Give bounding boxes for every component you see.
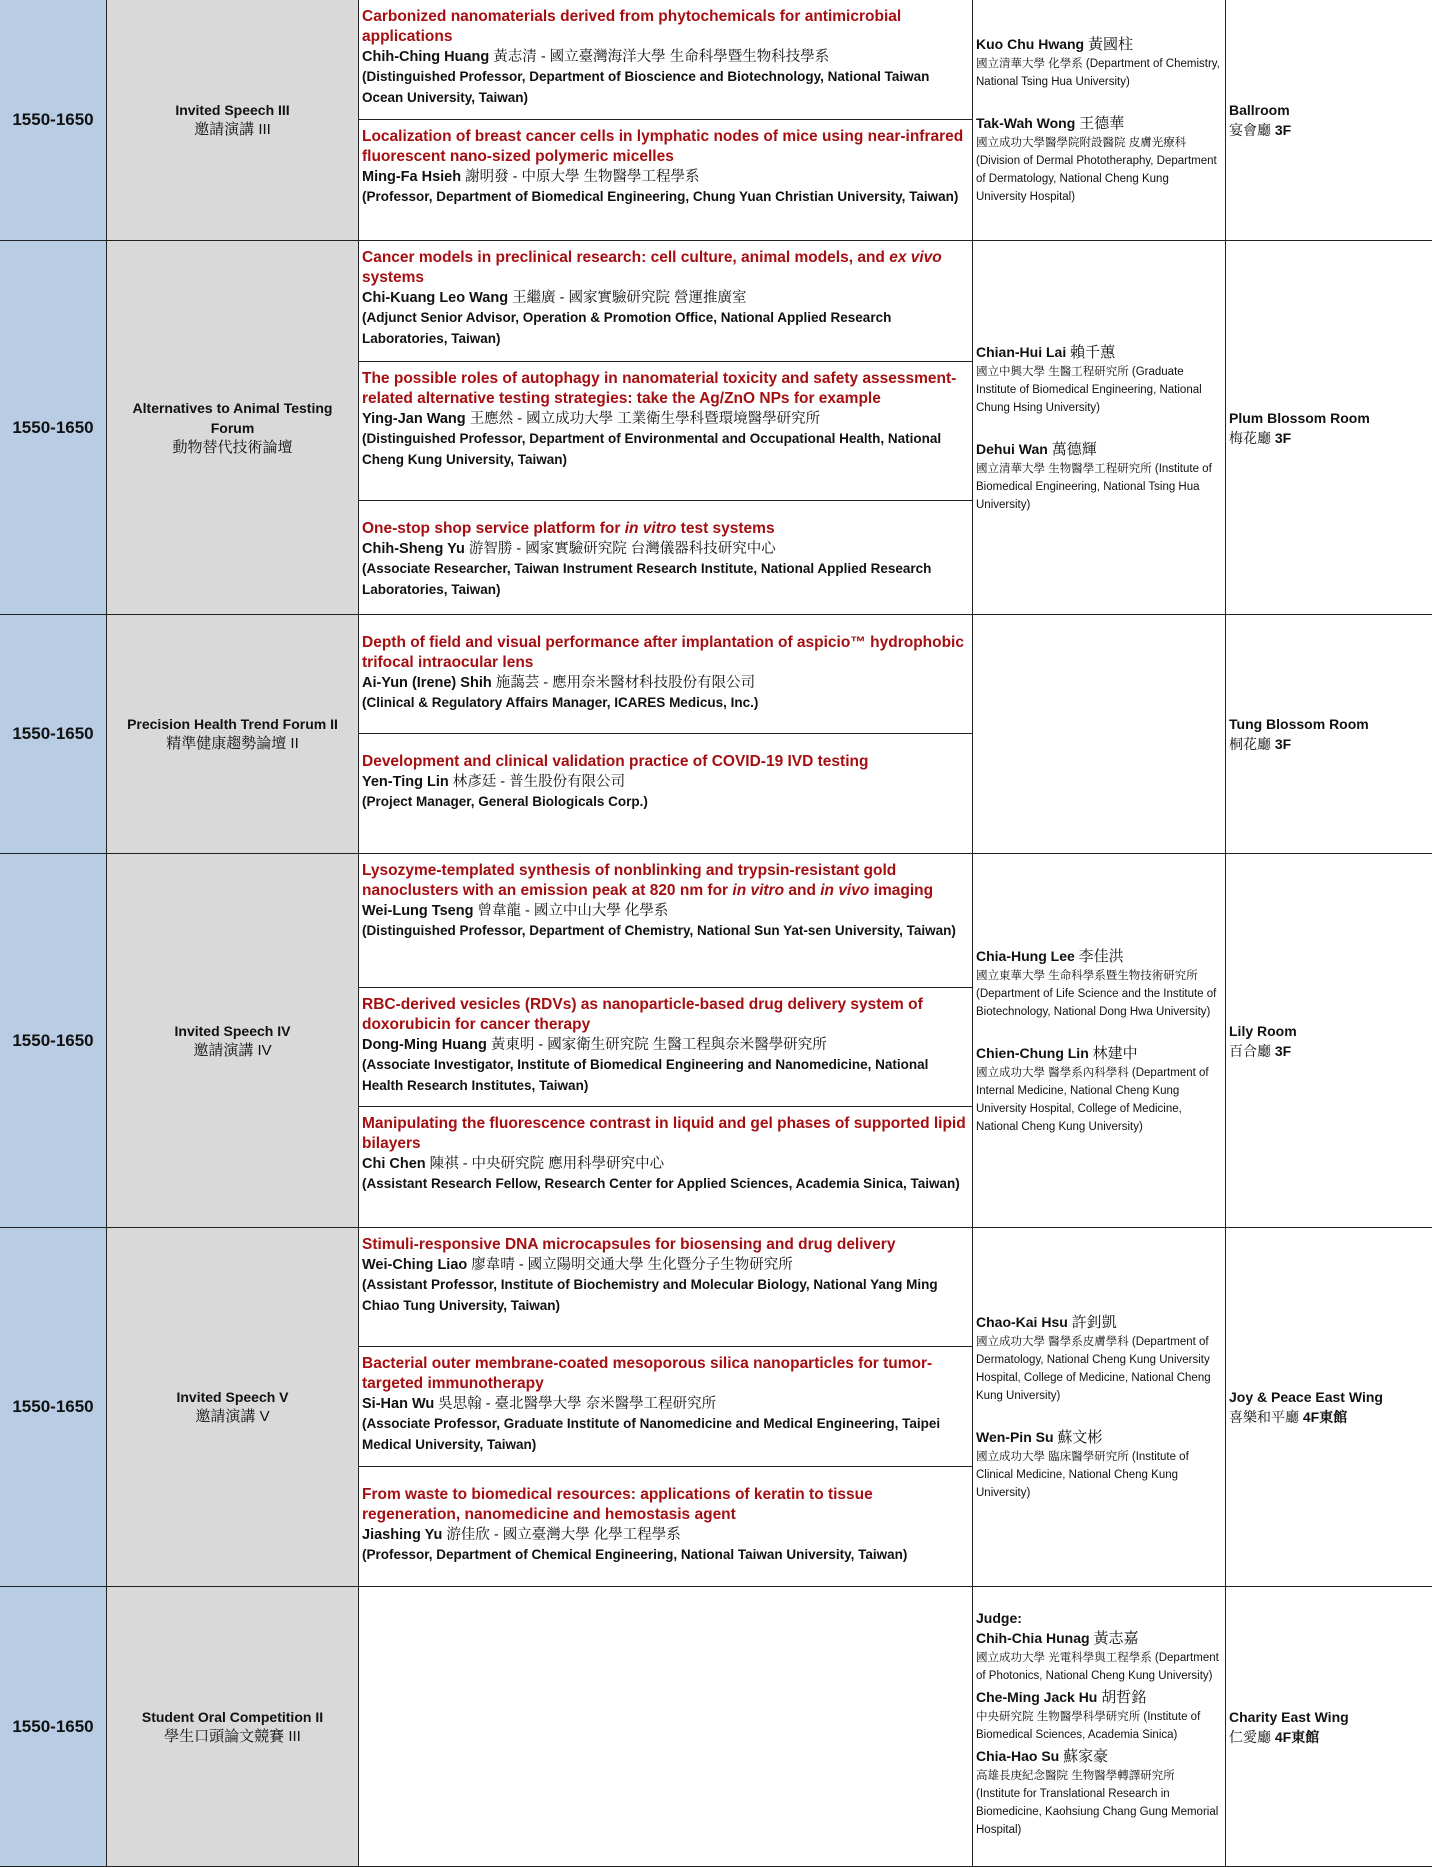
speaker-affiliation: (Adjunct Senior Advisor, Operation & Promotion Office, National Applied Research Laboratories, Taiwan) — [362, 310, 892, 346]
chair-name-zh: 王德華 — [1079, 115, 1125, 132]
latin-term: ex vivo — [889, 249, 942, 266]
speaker — [362, 1394, 968, 1414]
talk-item — [359, 854, 972, 988]
speaker — [362, 167, 968, 187]
speaker-name: Chih-Ching Huang — [362, 49, 490, 65]
chair-name-zh: 許釗凱 — [1071, 1314, 1117, 1331]
speaker-affiliation: (Professor, Department of Chemical Engineering, National Taiwan University, Taiwan) — [362, 1547, 908, 1562]
talk-item — [359, 1228, 972, 1347]
talk-item — [359, 1347, 972, 1467]
talks-column — [359, 1587, 973, 1866]
speaker-affiliation: (Associate Professor, Graduate Institute of Nanomedicine and Medical Engineering, Taipei Medical University, Taiwan) — [362, 1416, 941, 1452]
speaker-name: Wei-Lung Tseng — [362, 903, 474, 919]
speaker-affiliation: (Distinguished Professor, Department of Environmental and Occupational Health, National Cheng Kung University, Taiwan) — [362, 431, 942, 467]
session-type — [107, 1587, 359, 1866]
latin-term: in vitro — [624, 520, 677, 537]
room-zh: 百合廳 — [1229, 1042, 1271, 1059]
room-column — [1226, 241, 1432, 614]
chair-item — [976, 439, 1221, 514]
chair-name-en: Chao-Kai Hsu — [976, 1314, 1068, 1330]
chair-name — [976, 1312, 1221, 1333]
talks-column — [359, 241, 973, 614]
chair-name — [976, 946, 1221, 967]
judge-item — [976, 1746, 1221, 1839]
latin-term: in vivo — [820, 882, 870, 899]
talk-item — [359, 120, 972, 240]
talk-title: From waste to biomedical resources: applications of keratin to tissue regeneration, nanomedicine and hemostasis agent — [362, 1486, 873, 1523]
speaker-name: Chi Chen — [362, 1156, 426, 1172]
chairs-column — [973, 0, 1226, 240]
talk-item — [359, 0, 972, 120]
speaker — [362, 539, 968, 559]
time-slot: 1550-1650 — [0, 615, 107, 853]
session-type-en: Alternatives to Animal Testing Forum — [132, 399, 333, 436]
speaker-name-zh: 黃東明 - 國家衛生研究院 生醫工程與奈米醫學研究所 — [490, 1037, 827, 1053]
room-column — [1226, 1228, 1432, 1586]
room-name-zh — [1229, 1041, 1432, 1061]
chair-affiliation: 國立成功大學 醫學系內科學科 (Department of Internal Medicine, National Cheng Kung University Hospital, College of Medicine, National Cheng Kung University) — [976, 1066, 1209, 1133]
room-floor: 3F — [1274, 1042, 1292, 1059]
talks-column — [359, 615, 973, 853]
room-zh: 宴會廳 — [1229, 122, 1271, 138]
judge-name-en: Che-Ming Jack Hu — [976, 1689, 1098, 1705]
chair-name-zh: 萬德輝 — [1051, 440, 1097, 458]
session-type-zh: 邀請演講 III — [194, 121, 271, 138]
speaker — [362, 1525, 968, 1545]
speaker-name-zh: 吳思翰 - 臺北醫學大學 奈米醫學工程研究所 — [438, 1396, 717, 1412]
speaker-affiliation: (Clinical & Regulatory Affairs Manager, ICARES Medicus, Inc.) — [362, 695, 759, 710]
room-name-en: Ballroom — [1229, 102, 1290, 118]
session-type-en: Invited Speech IV — [174, 1022, 291, 1039]
chair-affiliation: 國立清華大學 化學系 (Department of Chemistry, National Tsing Hua University) — [976, 58, 1220, 88]
judge-name-zh: 蘇家豪 — [1063, 1748, 1109, 1765]
time-slot: 1550-1650 — [0, 1587, 107, 1866]
speaker — [362, 1255, 968, 1275]
session-type-zh: 學生口頭論文競賽 III — [164, 1727, 301, 1745]
session-type-en: Precision Health Trend Forum II — [127, 716, 338, 732]
chair-affiliation: 國立清華大學 生物醫學工程研究所 (Institute of Biomedical Engineering, National Tsing Hua University) — [976, 462, 1212, 511]
speaker-name-zh: 林彥廷 - 普生股份有限公司 — [452, 774, 626, 790]
chair-name — [976, 342, 1221, 363]
judge-name — [976, 1746, 1221, 1767]
speaker-name-zh: 王繼廣 - 國家實驗研究院 營運推廣室 — [512, 290, 747, 306]
speaker-name: Chih-Sheng Yu — [362, 541, 465, 557]
room-floor: 3F — [1274, 736, 1292, 752]
chair-name-zh: 林建中 — [1092, 1044, 1138, 1062]
time-slot: 1550-1650 — [0, 854, 107, 1227]
talk-title: The possible roles of autophagy in nanomaterial toxicity and safety assessment-related alternative testing strategies: take the Ag/ZnO NPs for example — [362, 370, 957, 407]
talks-column — [359, 854, 973, 1227]
time-slot: 1550-1650 — [0, 0, 107, 240]
room-floor: 4F東館 — [1302, 1409, 1348, 1425]
speaker — [362, 288, 968, 308]
chair-affiliation: 國立成功大學 醫學系皮膚學科 (Department of Dermatology, National Cheng Kung University Hospital, College of Medicine, National Cheng Kung University) — [976, 1336, 1211, 1402]
judges-column — [973, 1587, 1226, 1866]
speaker — [362, 1154, 968, 1174]
chair-name-en: Tak-Wah Wong — [976, 115, 1076, 131]
chairs-column — [973, 854, 1226, 1227]
chair-affiliation: 國立中興大學 生醫工程研究所 (Graduate Institute of Biomedical Engineering, National Chung Hsing University) — [976, 365, 1202, 414]
chair-name-zh: 李佳洪 — [1078, 947, 1124, 965]
talk-title: One-stop shop service platform for in vitro test systems — [362, 520, 775, 537]
session-type — [107, 1228, 359, 1586]
speaker-name-zh: 王應然 - 國立成功大學 工業衛生學科暨環境醫學研究所 — [469, 411, 821, 427]
talk-title: Stimuli-responsive DNA microcapsules for biosensing and drug delivery — [362, 1236, 896, 1253]
chair-item — [976, 34, 1221, 91]
speaker-name: Chi-Kuang Leo Wang — [362, 290, 509, 306]
chair-name — [976, 439, 1221, 460]
chair-item — [976, 113, 1221, 206]
time-slot: 1550-1650 — [0, 241, 107, 614]
room-name-zh — [1229, 1407, 1432, 1427]
chair-item — [976, 1427, 1221, 1502]
talk-item — [359, 734, 972, 853]
talk-title: Cancer models in preclinical research: cell culture, animal models, and ex vivo systems — [362, 249, 942, 286]
room-name-zh — [1229, 734, 1432, 754]
session-type-en: Student Oral Competition II — [141, 1708, 324, 1725]
speaker-affiliation: (Assistant Professor, Institute of Biochemistry and Molecular Biology, National Yang Ming Chiao Tung University, Taiwan) — [362, 1277, 938, 1313]
session-type — [107, 854, 359, 1227]
session-type-en: Invited Speech III — [175, 102, 290, 118]
room-zh: 仁愛廳 — [1229, 1728, 1271, 1745]
room-name-en: Lily Room — [1229, 1022, 1297, 1039]
speaker-affiliation: (Assistant Research Fellow, Research Center for Applied Sciences, Academia Sinica, Taiwan) — [362, 1176, 960, 1191]
speaker-affiliation: (Associate Researcher, Taiwan Instrument Research Institute, National Applied Research Laboratories, Taiwan) — [362, 561, 932, 597]
talk-item — [359, 362, 972, 501]
chair-name — [976, 113, 1221, 134]
room-zh: 梅花廳 — [1229, 429, 1271, 446]
chair-name-en: Chien-Chung Lin — [976, 1044, 1089, 1061]
speaker-name: Wei-Ching Liao — [362, 1257, 468, 1273]
talk-title: Depth of field and visual performance after implantation of aspicio™ hydrophobic trifocal intraocular lens — [362, 634, 964, 671]
speaker-name: Yen-Ting Lin — [362, 774, 449, 790]
chair-name — [976, 1427, 1221, 1448]
time-slot: 1550-1650 — [0, 1228, 107, 1586]
speaker-affiliation: (Distinguished Professor, Department of Bioscience and Biotechnology, National Taiwan Ocean University, Taiwan) — [362, 69, 930, 105]
speaker — [362, 772, 968, 792]
talk-title: Localization of breast cancer cells in lymphatic nodes of mice using near-infrared fluorescent nano-sized polymeric micelles — [362, 128, 964, 165]
judge-item — [976, 1628, 1221, 1685]
latin-term: in vitro — [732, 882, 785, 899]
session-type — [107, 615, 359, 853]
session-row — [0, 1228, 1432, 1587]
chair-name-en: Dehui Wan — [976, 440, 1048, 457]
talk-item — [359, 1467, 972, 1586]
room-column — [1226, 1587, 1432, 1866]
speaker-name-zh: 游智勝 - 國家實驗研究院 台灣儀器科技研究中心 — [468, 541, 776, 557]
room-name-en: Joy & Peace East Wing — [1229, 1389, 1383, 1405]
chair-affiliation: 國立成功大學醫學院附設醫院 皮膚光療科 (Division of Dermal Phototheraphy, Department of Dermatology, National Cheng Kung University Hospital) — [976, 137, 1217, 203]
judge-name — [976, 1687, 1221, 1708]
talk-title: Development and clinical validation practice of COVID-19 IVD testing — [362, 753, 869, 770]
chair-name-en: Chian-Hui Lai — [976, 343, 1067, 360]
room-column — [1226, 854, 1432, 1227]
session-row — [0, 0, 1432, 241]
speaker — [362, 409, 968, 429]
speaker-name: Ming-Fa Hsieh — [362, 169, 462, 185]
talk-item — [359, 615, 972, 734]
chair-name-zh: 蘇文彬 — [1057, 1429, 1103, 1446]
talk-title: Carbonized nanomaterials derived from phytochemicals for antimicrobial applications — [362, 8, 902, 45]
talks-column — [359, 1228, 973, 1586]
chairs-column — [973, 615, 1226, 853]
speaker — [362, 47, 968, 67]
session-type-en: Invited Speech V — [176, 1389, 289, 1405]
speaker-affiliation: (Associate Investigator, Institute of Biomedical Engineering and Nanomedicine, National Health Research Institutes, Taiwan) — [362, 1057, 929, 1093]
talk-item — [359, 988, 972, 1107]
speaker-name-zh: 曾韋龍 - 國立中山大學 化學系 — [477, 903, 669, 919]
speaker-name-zh: 廖韋晴 - 國立陽明交通大學 生化暨分子生物研究所 — [471, 1257, 793, 1273]
session-type-zh: 動物替代技術論壇 — [172, 438, 293, 456]
room-name-zh — [1229, 1727, 1432, 1747]
room-zh: 喜樂和平廳 — [1229, 1409, 1299, 1425]
room-column — [1226, 615, 1432, 853]
speaker-affiliation: (Project Manager, General Biologicals Corp.) — [362, 794, 648, 809]
talks-column — [359, 0, 973, 240]
chair-name-en: Chia-Hung Lee — [976, 947, 1075, 964]
talk-item — [359, 501, 972, 614]
talk-item — [359, 241, 972, 362]
chair-item — [976, 946, 1221, 1021]
chair-name-en: Kuo Chu Hwang — [976, 36, 1085, 52]
session-row — [0, 854, 1432, 1228]
speaker — [362, 901, 968, 921]
session-type-zh: 邀請演講 V — [195, 1408, 270, 1425]
speaker-name-zh: 施藹芸 - 應用奈米醫材科技股份有限公司 — [495, 675, 756, 691]
chair-name-en: Wen-Pin Su — [976, 1429, 1054, 1445]
room-name-en: Tung Blossom Room — [1229, 716, 1369, 732]
speaker-name: Ai-Yun (Irene) Shih — [362, 675, 492, 691]
speaker — [362, 1035, 968, 1055]
judge-name-en: Chih-Chia Hunag — [976, 1630, 1090, 1646]
speaker-name-zh: 謝明發 - 中原大學 生物醫學工程學系 — [465, 169, 700, 185]
session-row — [0, 1587, 1432, 1867]
judge-label: Judge: — [976, 1610, 1022, 1626]
speaker-name: Ying-Jan Wang — [362, 411, 466, 427]
speaker-name: Jiashing Yu — [362, 1527, 443, 1543]
room-floor: 3F — [1274, 429, 1292, 446]
judge-name-zh: 胡哲銘 — [1101, 1689, 1147, 1706]
speaker-affiliation: (Distinguished Professor, Department of Chemistry, National Sun Yat-sen University, Taiwan) — [362, 923, 956, 938]
judge-item — [976, 1687, 1221, 1744]
speaker-name: Si-Han Wu — [362, 1396, 435, 1412]
talk-title: Manipulating the fluorescence contrast in liquid and gel phases of supported lipid bilayers — [362, 1115, 966, 1152]
chairs-column — [973, 1228, 1226, 1586]
judge-name — [976, 1628, 1221, 1649]
session-row — [0, 615, 1432, 854]
session-type — [107, 0, 359, 240]
speaker — [362, 673, 968, 693]
room-column — [1226, 0, 1432, 240]
room-name-zh — [1229, 120, 1432, 140]
judge-name-en: Chia-Hao Su — [976, 1748, 1060, 1764]
chair-name — [976, 34, 1221, 55]
session-type-zh: 精準健康趨勢論壇 II — [166, 735, 299, 752]
room-name-en: Plum Blossom Room — [1229, 409, 1370, 426]
speaker-affiliation: (Professor, Department of Biomedical Engineering, Chung Yuan Christian University, Taiwan) — [362, 189, 959, 204]
speaker-name: Dong-Ming Huang — [362, 1037, 487, 1053]
speaker-name-zh: 黃志清 - 國立臺灣海洋大學 生命科學暨生物科技學系 — [493, 49, 830, 65]
talk-title: RBC-derived vesicles (RDVs) as nanoparticle-based drug delivery system of doxorubicin for cancer therapy — [362, 996, 923, 1033]
speaker-name-zh: 游佳欣 - 國立臺灣大學 化學工程學系 — [446, 1527, 681, 1543]
session-type — [107, 241, 359, 614]
judge-name-zh: 黃志嘉 — [1093, 1630, 1139, 1647]
session-row — [0, 241, 1432, 615]
talk-item — [359, 1107, 972, 1227]
chair-affiliation: 國立成功大學 臨床醫學研究所 (Institute of Clinical Medicine, National Cheng Kung University) — [976, 1451, 1189, 1499]
judge-affiliation: 高雄長庚紀念醫院 生物醫學轉譯研究所 (Institute for Translational Research in Biomedicine, Kaohsiung Chang Gung Memorial Hospital) — [976, 1770, 1219, 1836]
chair-name-zh: 賴千蕙 — [1070, 343, 1116, 361]
room-name-zh — [1229, 428, 1432, 448]
chair-name-zh: 黃國柱 — [1088, 36, 1134, 53]
chairs-column — [973, 241, 1226, 614]
room-zh: 桐花廳 — [1229, 736, 1271, 752]
session-type-zh: 邀請演講 IV — [193, 1041, 272, 1059]
room-floor: 3F — [1274, 122, 1292, 138]
chair-item — [976, 1043, 1221, 1136]
talk-title: Bacterial outer membrane-coated mesoporous silica nanoparticles for tumor-targeted immunotherapy — [362, 1355, 933, 1392]
judge-affiliation: 中央研究院 生物醫學科學研究所 (Institute of Biomedical Sciences, Academia Sinica) — [976, 1711, 1201, 1741]
judge-affiliation: 國立成功大學 光電科學與工程學系 (Department of Photonics, National Cheng Kung University) — [976, 1652, 1219, 1682]
chair-item — [976, 342, 1221, 417]
room-name-en: Charity East Wing — [1229, 1708, 1349, 1725]
talk-title: Lysozyme-templated synthesis of nonblinking and trypsin-resistant gold nanoclusters with an emission peak at 820 nm for in vitro and in vivo imaging — [362, 862, 934, 899]
room-floor: 4F東館 — [1274, 1728, 1320, 1745]
speaker-name-zh: 陳祺 - 中央研究院 應用科學研究中心 — [429, 1156, 665, 1172]
chair-name — [976, 1043, 1221, 1064]
chair-affiliation: 國立東華大學 生命科學系暨生物技術研究所 (Department of Life Science and the Institute of Biotechnology, National Dong Hwa University) — [976, 969, 1217, 1018]
chair-item — [976, 1312, 1221, 1405]
